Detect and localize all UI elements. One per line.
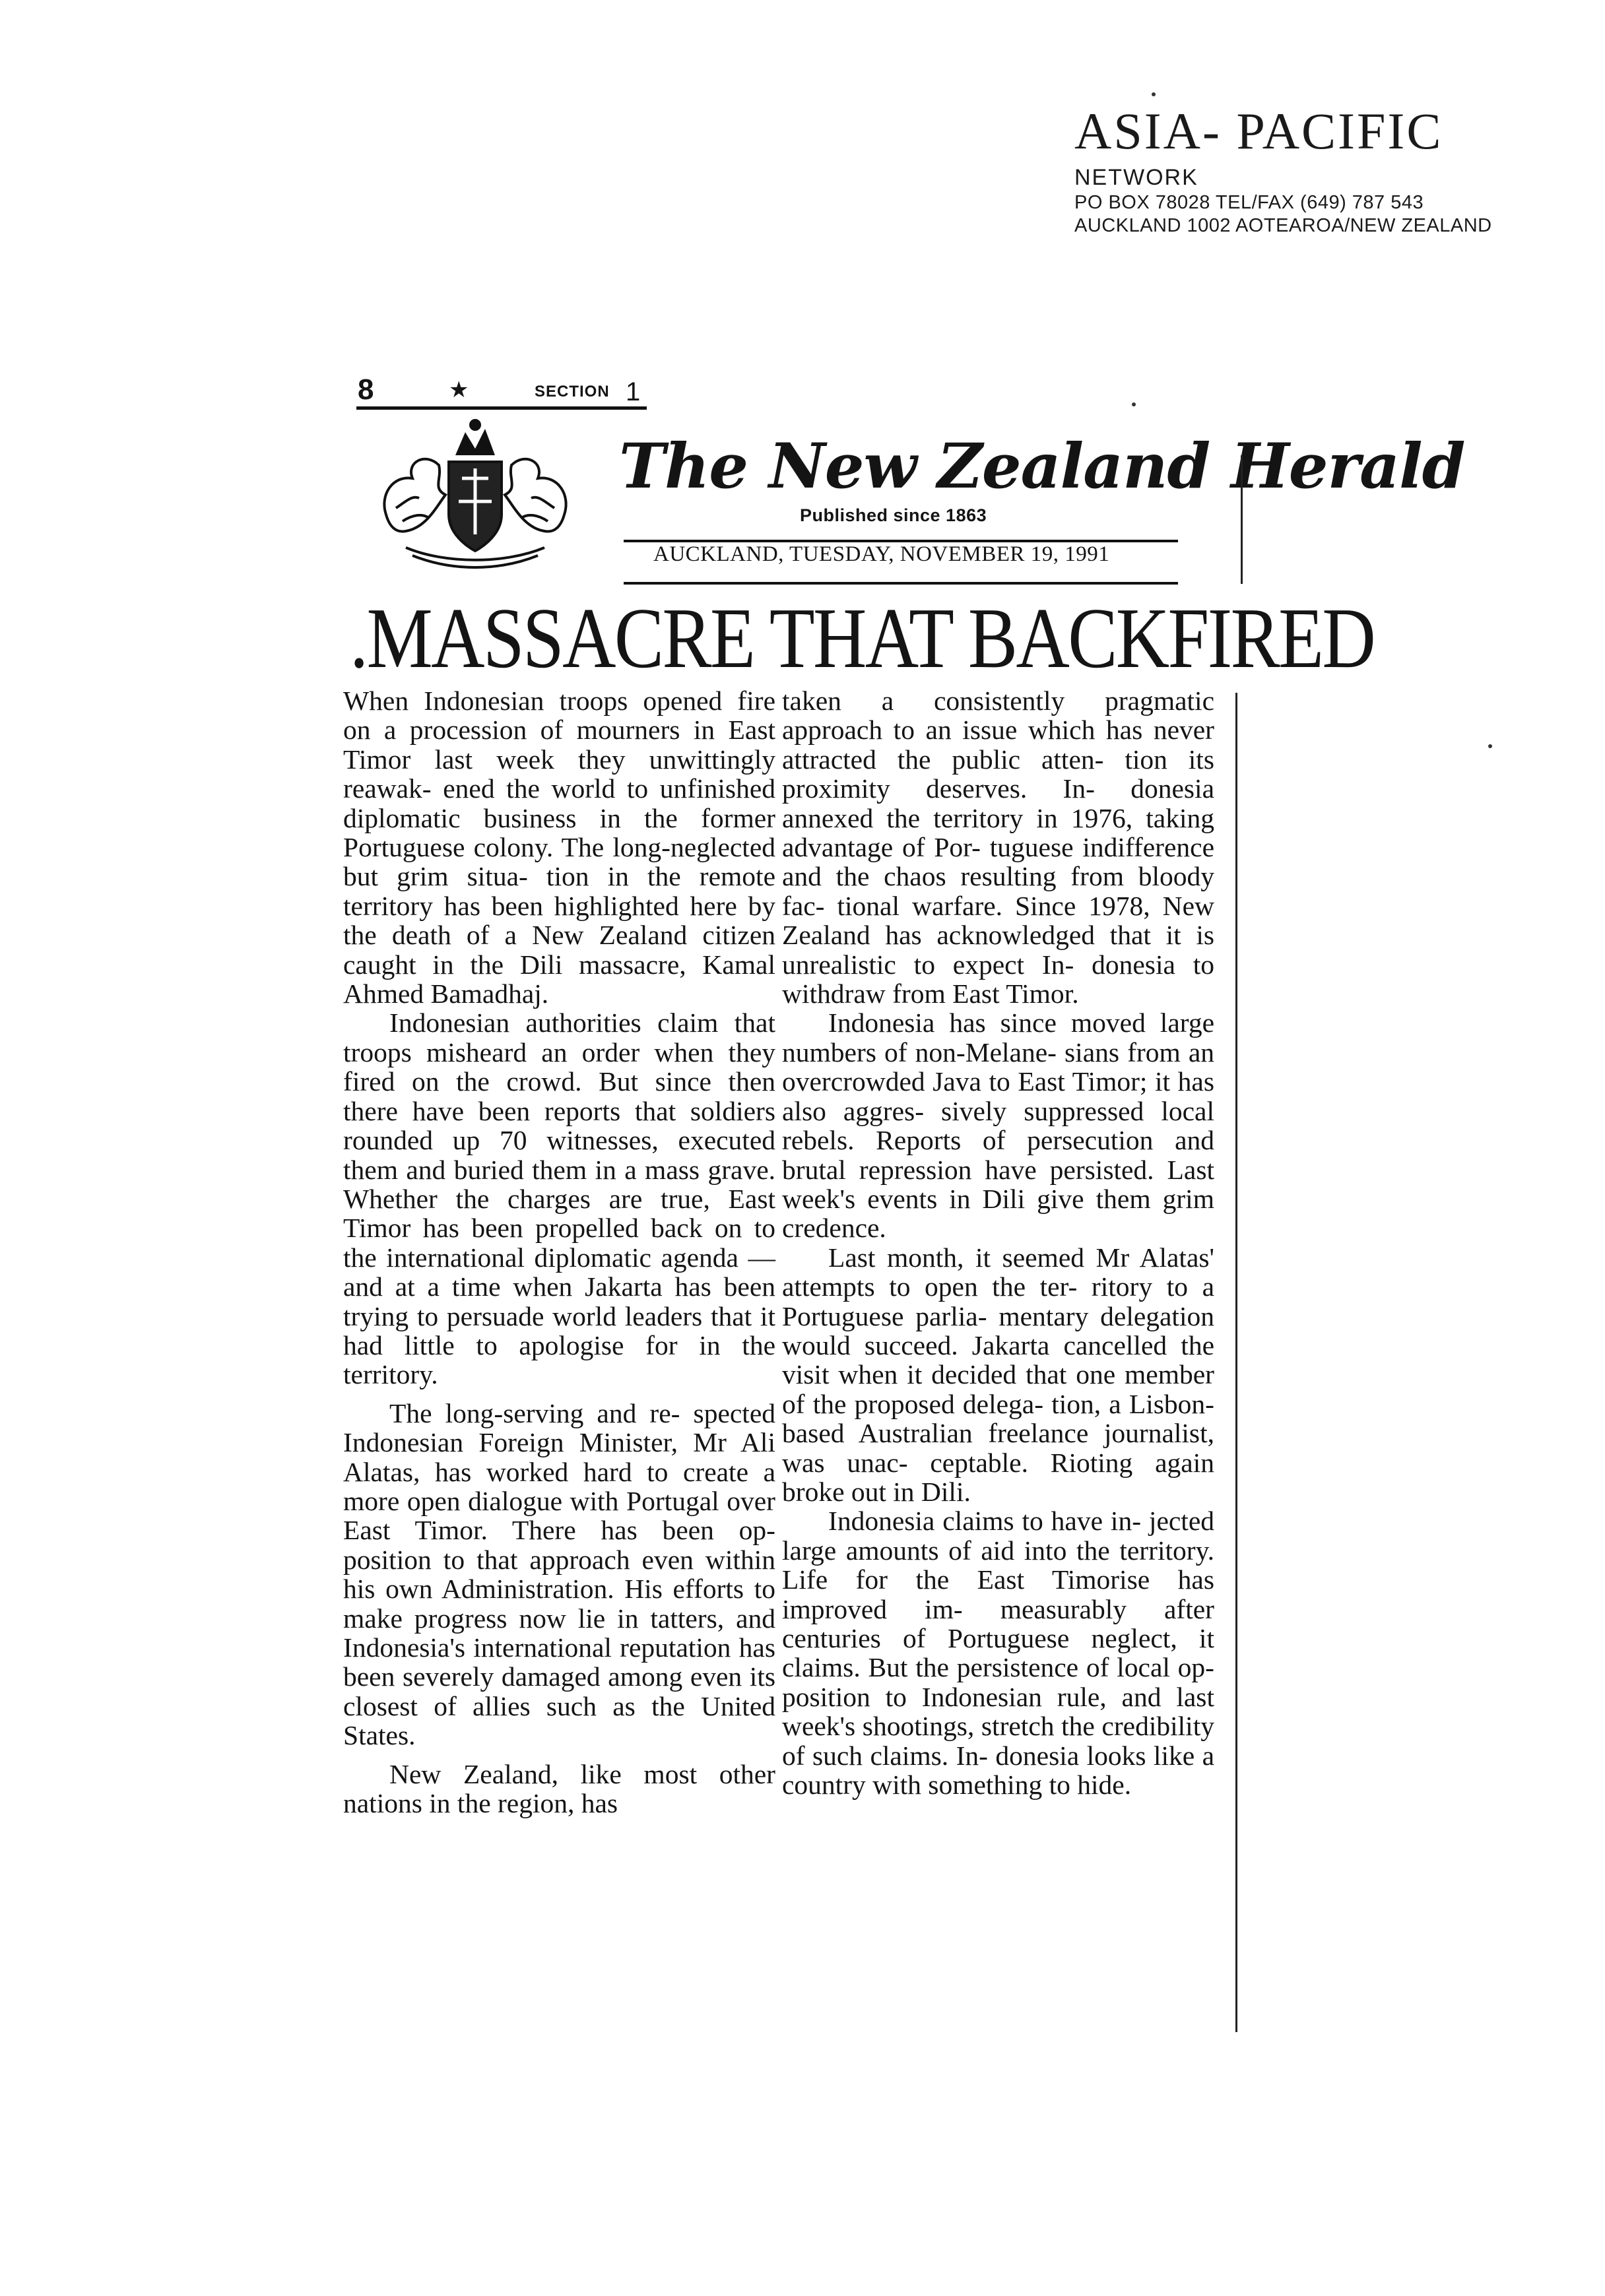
section-label: SECTION <box>535 383 610 400</box>
article-paragraph: taken a consistently pragmatic approach to an issue which has never attracted the public atten- tion its proximity deserves. In- donesia annexed the territory in 1976, taking advantage of Por- tuguese indifference and the chaos resulting from bloody fac- tional warfare. Since 1978, New Zealand has acknowledged that it is unrealistic to expect In- donesia to withdraw from East Timor. <box>782 686 1214 1009</box>
article-paragraph: New Zealand, like most other nations in the region, has <box>343 1758 775 1819</box>
masthead-published-since: Published since 1863 <box>800 505 987 525</box>
dateline: AUCKLAND, TUESDAY, NOVEMBER 19, 1991 <box>653 542 1110 566</box>
stamp-title: ASIA- PACIFIC <box>1074 102 1443 160</box>
scan-speck <box>1152 92 1156 96</box>
scan-speck <box>1488 744 1492 748</box>
masthead-rule-bottom <box>624 582 1178 585</box>
article-paragraph: When Indonesian troops opened fire on a procession of mourners in East Timor last week they unwittingly reawak- ened the world to unfinished diplomatic business in the former Portuguese colony. The long-neglected but grim situa- tion in the remote territory has been highlighted here by the death of a New Zealand citizen caught in the Dili massacre, Kamal Ahmed Bamadhaj. <box>343 686 775 1009</box>
masthead-title: The New Zealand Herald <box>619 430 1465 503</box>
article-column-left <box>343 686 775 1818</box>
article-paragraph: Indonesian authorities claim that troops misheard an order when they fired on the crowd. But since then there have been reports that soldiers rounded up 70 witnesses, executed them and buried them in a mass grave. Whether the charges are true, East Timor has been propelled back on to the international diplomatic agenda — and at a time when Jakarta has been trying to persuade world leaders that it had little to apologise for in the territory. <box>343 1007 775 1390</box>
section-header <box>356 373 647 410</box>
headline: .MASSACRE THAT BACKFIRED <box>350 590 1375 686</box>
side-rule-top <box>1241 455 1243 584</box>
article-paragraph: Indonesia has since moved large numbers of non-Melane- sians from an overcrowded Java to East Timor; it has also aggres- sively suppressed local rebels. Reports of persecution and brutal repression have persisted. Last week's events in Dili give them grim credence. <box>782 1007 1214 1244</box>
article-paragraph: The long-serving and re- spected Indonesian Foreign Minister, Mr Ali Alatas, has worked hard to create a more open dialogue with Portugal over East Timor. There has been op- position to that approach even within his own Administration. His efforts to make progress now lie in tatters, and Indonesia's international reputation has been severely damaged among even its closest of allies such as the United States. <box>343 1397 775 1751</box>
article-paragraph: Indonesia claims to have in- jected large amounts of aid into the territory. Life for the East Timorise has improved im- measurably after centuries of Portuguese neglect, it claims. But the persistence of local op- position to Indonesian rule, and last week's shootings, stretch the credibility of such claims. In- donesia looks like a country with something to hide. <box>782 1506 1214 1801</box>
page-number: 8 <box>358 373 374 406</box>
asia-pacific-network-stamp <box>1074 102 1576 237</box>
coat-of-arms-icon <box>366 416 584 574</box>
star-icon: ★ <box>449 377 469 402</box>
stamp-network: NETWORK <box>1074 165 1198 190</box>
article-paragraph: Last month, it seemed Mr Alatas' attempts to open the ter- ritory to a Portuguese parlia- mentary delegation would succeed. Jakarta cancelled the visit when it decided that one member of the proposed delega- tion, a Lisbon-based Australian freelance journalist, was unac- ceptable. Rioting again broke out in Dili. <box>782 1242 1214 1507</box>
section-number: 1 <box>626 377 641 406</box>
scan-speck <box>1132 402 1136 406</box>
stamp-address-line1: PO BOX 78028 TEL/FAX (649) 787 543 <box>1074 192 1424 213</box>
stamp-address-line2: AUCKLAND 1002 AOTEAROA/NEW ZEALAND <box>1074 215 1492 236</box>
article-column-right <box>782 686 1214 1799</box>
column-side-rule <box>1235 693 1237 2032</box>
